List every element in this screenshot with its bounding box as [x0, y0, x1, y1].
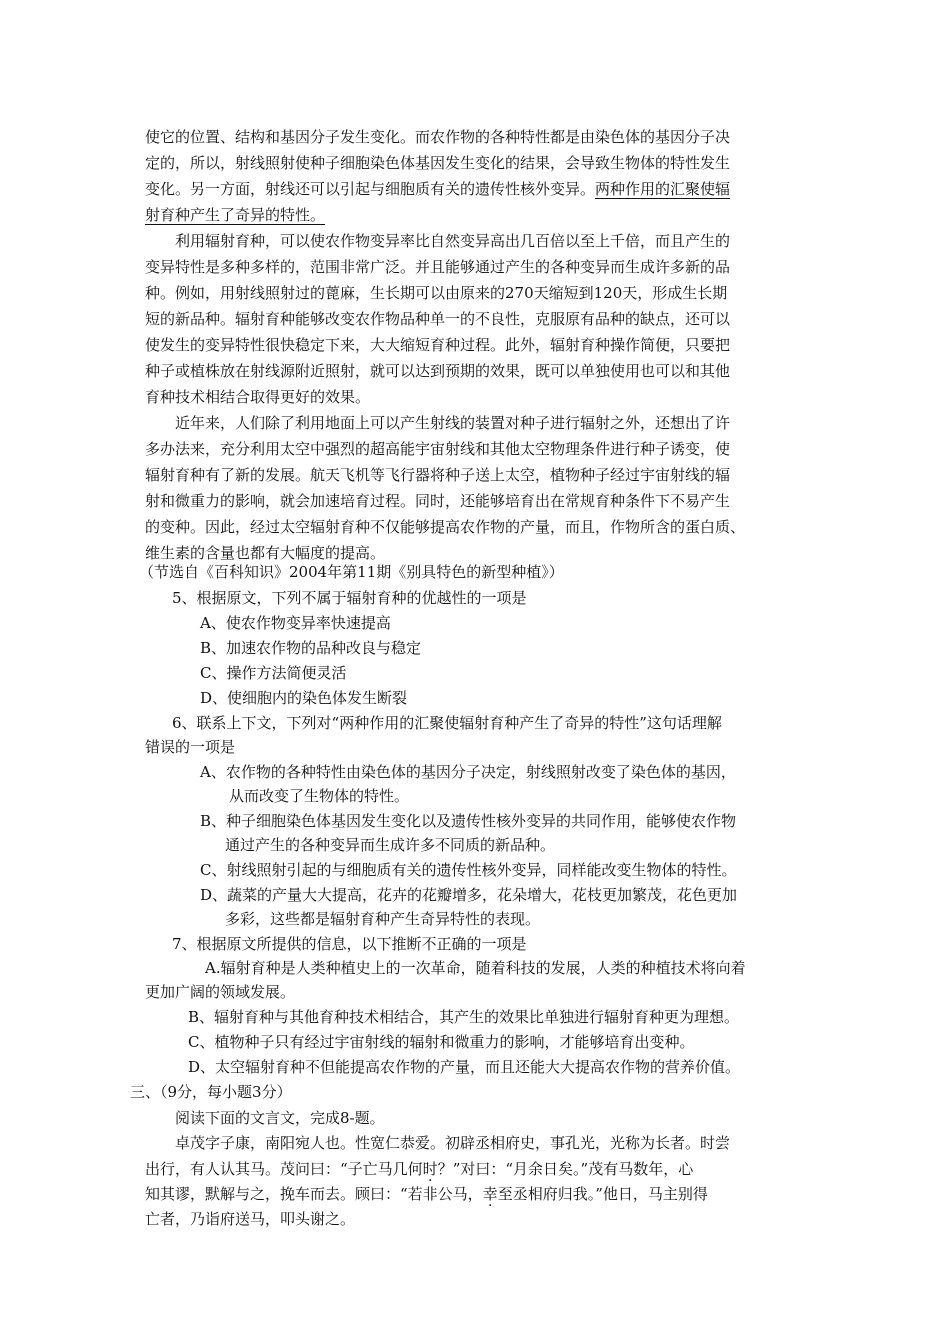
para-continued-line-3 — [145, 177, 730, 201]
q7-option-c: C、植物种子只有经过宇宙射线的辐射和微重力的影响，才能够培育出变种。 — [188, 1033, 695, 1051]
q5-option-d: D、使细胞内的染色体发生断裂 — [200, 689, 408, 707]
underlined-sentence-part-1: 两种作用的汇聚使辐 — [595, 180, 731, 198]
q7-stem: 7、根据原文所提供的信息，以下推断不正确的一项是 — [172, 935, 527, 953]
q7-option-b: B、辐射育种与其他育种技术相结合，其产生的效果比单独进行辐射育种更为理想。 — [188, 1008, 740, 1026]
q6-option-d-line-2: 多彩，这些都是辐射育种产生奇异特性的表现。 — [225, 910, 541, 928]
classical-text-line-4: 亡者，乃诣府送马，叩头谢之。 — [145, 1210, 356, 1228]
classical-text-line-3 — [145, 1182, 708, 1206]
q6-option-c: C、射线照射引起的与细胞质有关的遗传性核外变异，同样能改变生物体的特性。 — [200, 861, 737, 879]
emphasized-character: 幸 — [482, 1185, 498, 1203]
q6-option-a-line-2: 从而改变了生物体的特性。 — [229, 787, 410, 805]
para-2-line-1: 利用辐射育种，可以使农作物变异率比自然变异高出几百倍以至上千倍，而且产生的 — [175, 232, 731, 250]
para-3-line-4: 射和微重力的影响，就会加速培育过程。同时，还能够培育出在常规育种条件下不易产生 — [145, 492, 731, 510]
underlined-sentence-part-2: 射育种产生了奇异的特性。 — [145, 206, 326, 224]
para-continued-line-4 — [145, 203, 325, 227]
q6-option-b-line-2: 通过产生的各种变异而生成许多不同质的新品种。 — [225, 836, 556, 854]
q6-option-d-line-1: D、蔬菜的产量大大提高，花卉的花瓣增多，花朵增大，花枝更加繁茂，花色更加 — [200, 886, 738, 904]
para-2-line-3: 种。例如，用射线照射过的蓖麻，生长期可以由原来的270天缩短到120天，形成生长期 — [145, 284, 728, 302]
classical-text-line-1: 卓茂字子康，南阳宛人也。性宽仁恭爱。初辟丞相府史，事孔光，光称为长者。时尝 — [175, 1134, 731, 1152]
q7-option-d: D、太空辐射育种不但能提高农作物的产量，而且还能大大提高农作物的营养价值。 — [188, 1058, 741, 1076]
para-continued-text: 变化。另一方面，射线还可以引起与细胞质有关的遗传性核外变异。 — [145, 180, 596, 198]
q5-option-b: B、加速农作物的品种改良与稳定 — [200, 639, 422, 657]
para-3-line-6: 维生素的含量也都有大幅度的提高。 — [145, 544, 386, 562]
q5-option-a: A、使农作物变异率快速提高 — [200, 614, 391, 632]
section-3-instruction: 阅读下面的文言文，完成8-题。 — [175, 1109, 385, 1127]
q5-option-c: C、操作方法简便灵活 — [200, 664, 347, 682]
q6-option-a-line-1: A、农作物的各种特性由染色体的基因分子决定，射线照射改变了染色体的基因， — [200, 763, 736, 781]
para-3-line-5: 的变种。因此，经过太空辐射育种不仅能够提高农作物的产量，而且，作物所含的蛋白质、 — [145, 518, 746, 536]
para-continued-line-2: 定的，所以，射线照射使种子细胞染色体基因发生变化的结果，会导致生物体的特性发生 — [145, 154, 731, 172]
q7-option-a-line-2: 更加广阔的领域发展。 — [145, 983, 296, 1001]
para-2-line-4: 短的新品种。辐射育种能够改变农作物品种单一的不良性，克服原有品种的缺点，还可以 — [145, 310, 731, 328]
q6-option-b-line-1: B、种子细胞染色体基因发生变化以及遗传性核外变异的共同作用，能够使农作物 — [200, 812, 737, 830]
para-2-line-5: 使发生的变异特性很快稳定下来，大大缩短育种过程。此外，辐射育种操作简便，只要把 — [145, 336, 731, 354]
classical-text-line-2 — [145, 1157, 693, 1181]
para-3-line-1: 近年来，人们除了利用地面上可以产生射线的装置对种子进行辐射之外，还想出了许 — [175, 414, 731, 432]
classical-text-segment: 至丞相府归我。”他日，马主别得 — [497, 1185, 708, 1203]
classical-text-segment: 知其谬，默解与之，挽车而去。顾曰：“若非公马， — [145, 1185, 483, 1203]
section-3-heading: 三、（9分，每小题3分） — [130, 1083, 292, 1101]
para-2-line-2: 变异特性是多种多样的，范围非常广泛。并且能够通过产生的各种变异而生成许多新的品 — [145, 258, 731, 276]
para-3-line-2: 多办法来，充分利用太空中强烈的超高能宇宙射线和其他太空物理条件进行种子诱变，使 — [145, 440, 731, 458]
para-continued-line-1: 使它的位置、结构和基因分子发生变化。而农作物的各种特性都是由染色体的基因分子决 — [145, 128, 731, 146]
para-3-line-3: 辐射育种有了新的发展。航天飞机等飞行器将种子送上太空，植物种子经过宇宙射线的辐 — [145, 466, 731, 484]
q6-stem-line-2: 错误的一项是 — [145, 738, 236, 756]
q7-option-a-line-1: A.辐射育种是人类种植史上的一次革命，随着科技的发展，人类的种植技术将向着 — [205, 959, 746, 977]
para-2-line-6: 种子或植株放在射线源附近照射，就可以达到预期的效果，既可以单独使用也可以和其他 — [145, 362, 731, 380]
para-2-line-7: 育种技术相结合取得更好的效果。 — [145, 388, 371, 406]
classical-text-segment: ？”对曰：“月余日矣。”茂有马数年，心 — [437, 1160, 694, 1178]
q5-stem: 5、根据原文，下列不属于辐射育种的优越性的一项是 — [172, 589, 527, 607]
q6-stem-line-1: 6、联系上下文，下列对“两种作用的汇聚使辐射育种产生了奇异的特性”这句话理解 — [172, 714, 722, 732]
emphasized-character: 时 — [422, 1160, 438, 1178]
source-citation: （节选自《百科知识》2004年第11期《别具特色的新型种植》） — [139, 563, 564, 581]
classical-text-segment: 出行，有人认其马。茂问曰：“子亡马几何 — [145, 1160, 423, 1178]
